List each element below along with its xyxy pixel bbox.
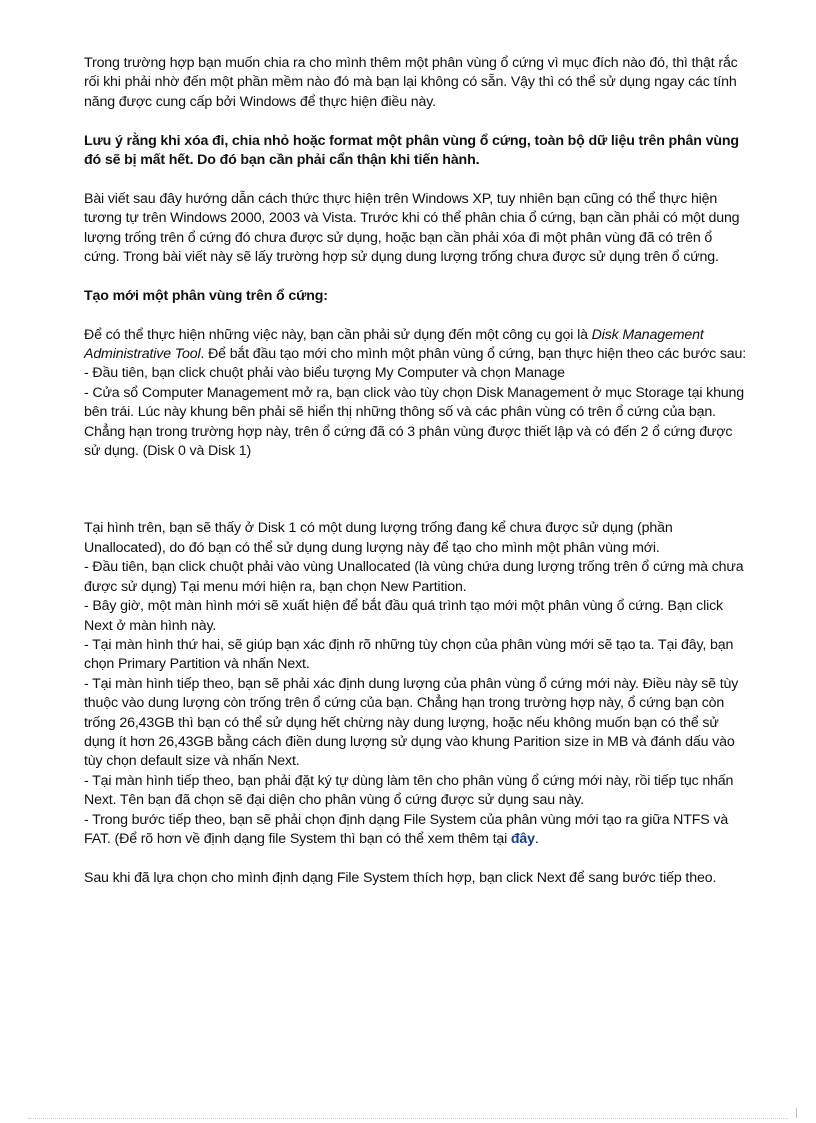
- substep-5: - Tại màn hình tiếp theo, bạn phải đặt ký tự dùng làm tên cho phân vùng ổ cứng mới này, rồi tiếp tục nhấn Next. Tên bạn đã chọn sẽ đại diện cho phân vùng ổ cứng được sử dụng sau này.: [84, 772, 734, 809]
- step-1: - Đầu tiên, bạn click chuột phải vào biểu tượng My Computer và chọn Manage: [84, 365, 565, 382]
- substep-6-text: - Trong bước tiếp theo, bạn sẽ phải chọn định dạng File System của phân vùng mới tạo ra giữa NTFS và FAT. (Để rõ hơn về định dạng file System thì bạn có thể xem thêm tại: [84, 811, 729, 847]
- image-placeholder: [84, 461, 748, 519]
- page-corner-mark: [796, 1108, 797, 1118]
- tool-paragraph: [84, 326, 748, 365]
- document-body: [84, 54, 748, 888]
- substep-1: - Đầu tiên, bạn click chuột phải vào vùng Unallocated (là vùng chứa dung lượng trống trên ổ cứng mà chưa được sử dụng) Tại menu mới hiện ra, bạn chọn New Partition.: [84, 559, 744, 595]
- substep-2: - Bây giờ, một màn hình mới sẽ xuất hiện để bắt đầu quá trình tạo mới một phân vùng ổ cứng. Bạn click Next ở màn hình này.: [84, 598, 723, 634]
- final-paragraph: Sau khi đã lựa chọn cho mình định dạng File System thích hợp, bạn click Next để sang bước tiếp theo.: [84, 869, 717, 886]
- warning-paragraph: Lưu ý rằng khi xóa đi, chia nhỏ hoặc format một phân vùng ổ cứng, toàn bộ dữ liệu trên phân vùng đó sẽ bị mất hết. Do đó bạn cần phải cẩn thận khi tiến hành.: [84, 132, 739, 169]
- unallocated-paragraph: Tại hình trên, bạn sẽ thấy ở Disk 1 có một dung lượng trống đang kể chưa được sử dụng (phần Unallocated), do đó bạn có thể sử dụng dung lượng này để tạo cho mình một phân vùng mới.: [84, 520, 673, 556]
- tool-rest-text: . Để bắt đầu tạo mới cho mình một phân vùng ổ cứng, bạn thực hiện theo các bước sau:: [200, 346, 747, 363]
- tool-name: Disk Management Administrative Tool: [84, 326, 704, 363]
- substep-6: [84, 811, 748, 850]
- step-2: - Cửa sổ Computer Management mở ra, bạn click vào tùy chọn Disk Management ở mục Storage tại khung bên trái. Lúc này khung bên phải sẽ hiển thị những thông số và các phân vùng có trên ổ cứng của bạn. Chẳng hạn trong trường hợp này, trên ổ cứng đã có 3 phân vùng được thiết lập và có đến 2 ổ cứng được sử dụng. (Disk 0 và Disk 1): [84, 384, 745, 460]
- page-bottom-border: [28, 1118, 788, 1119]
- tool-intro-text: Để có thể thực hiện những việc này, bạn cần phải sử dụng đến một công cụ gọi là: [84, 326, 592, 343]
- substep-6-end: .: [534, 830, 539, 847]
- file-system-link[interactable]: đây: [510, 830, 535, 847]
- intro-paragraph: Trong trường hợp bạn muốn chia ra cho mình thêm một phân vùng ổ cứng vì mục đích nào đó, thì thật rắc rối khi phải nhờ đến một phần mềm nào đó mà bạn lại không có sẵn. Vậy thì có thể sử dụng ngay các tính năng được cung cấp bởi Windows để thực hiện điều này.: [84, 55, 738, 110]
- substep-3: - Tại màn hình thứ hai, sẽ giúp bạn xác định rõ những tùy chọn của phân vùng mới sẽ tạo ta. Tại đây, bạn chọn Primary Partition và nhấn Next.: [84, 636, 734, 673]
- section-heading: Tạo mới một phân vùng trên ổ cứng:: [84, 287, 328, 304]
- scope-paragraph: Bài viết sau đây hướng dẫn cách thức thực hiện trên Windows XP, tuy nhiên bạn cũng có thể thực hiện tương tự trên Windows 2000, 2003 và Vista. Trước khi có thể phân chia ổ cứng, bạn cần phải có một dung lượng trống trên ổ cứng đó chưa được sử dụng, hoặc bạn cần phải xóa đi một phân vùng đã có trên ổ cứng. Trong bài viết này sẽ lấy trường hợp sử dụng dung lượng trống chưa được sử dụng trên ổ cứng.: [84, 190, 740, 266]
- substep-4: - Tại màn hình tiếp theo, bạn sẽ phải xác định dung lượng của phân vùng ổ cứng mới này. Điều này sẽ tùy thuộc vào dung lượng còn trống trên ổ cứng của bạn. Chẳng hạn trong trường hợp này, ổ cứng bạn còn trống 26,43GB thì bạn có thể sử dụng hết chừng này dung lượng, hoặc nếu không muốn bạn có thể sử dụng ít hơn 26,43GB bằng cách điền dung lượng sử dụng vào khung Parition size in MB và đánh dấu vào tùy chọn default size và nhấn Next.: [84, 675, 739, 770]
